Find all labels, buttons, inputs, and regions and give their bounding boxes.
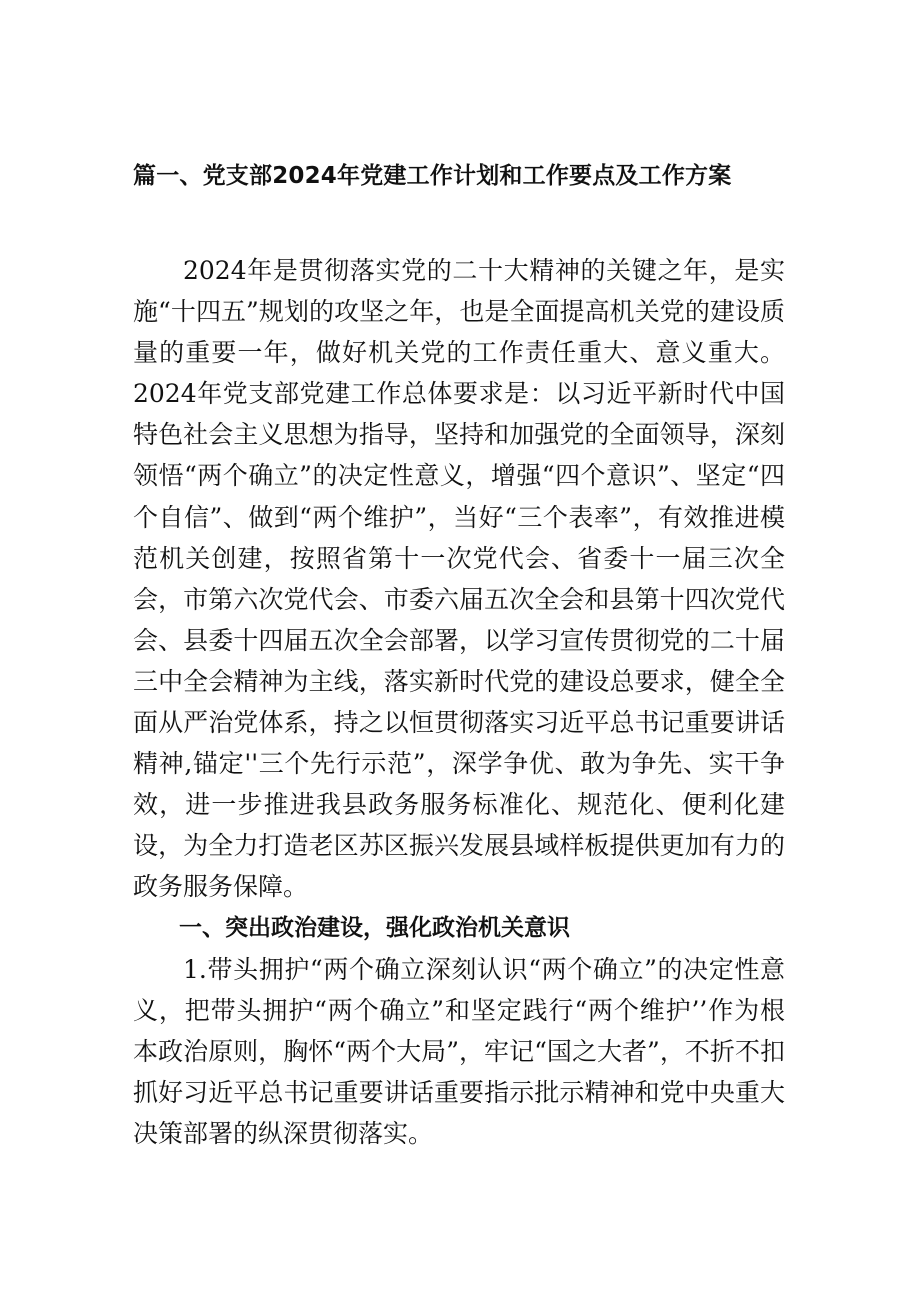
item-1-paragraph: 1.带头拥护“两个确立深刻认识“两个确立”的决定性意义，把带头拥护“两个确立”和坚定践行“两个维护’’作为根本政治原则，胸怀“两个大局”，牢记“国之大者”，不折不扣抓好习近平总书记重要讲话重要指示批示精神和党中央重大决策部署的纵深贯彻落实。 [133, 954, 785, 1148]
document-body [133, 250, 785, 1154]
intro-paragraph: 2024年是贯彻落实党的二十大精神的关键之年，是实施“十四五”规划的攻坚之年，也是全面提高机关党的建设质量的重要一年，做好机关党的工作责任重大、意义重大。2024年党支部党建工作总体要求是：以习近平新时代中国特色社会主义思想为指导，坚持和加强党的全面领导，深刻领悟“两个确立”的决定性意义，增强“四个意识”、坚定“四个自信”、做到“两个维护”，当好“三个表率”，有效推进模范机关创建，按照省第十一次党代会、省委十一届三次全会，市第六次党代会、市委六届五次全会和县第十四次党代会、县委十四届五次全会部署，以学习宣传贯彻党的二十届三中全会精神为主线，落实新时代党的建设总要求，健全全面从严治党体系，持之以恒贯彻落实习近平总书记重要讲话精神,锚定''三个先行示范”，深学争优、敢为争先、实干争效，进一步推进我县政务服务标准化、规范化、便利化建设，为全力打造老区苏区振兴发展县域样板提供更加有力的政务服务保障。 [133, 256, 785, 902]
section-1-heading: 一、突出政治建设，强化政治机关意识 [179, 914, 570, 941]
document-title: 篇一、党支部2024年党建工作计划和工作要点及工作方案 [133, 163, 732, 189]
